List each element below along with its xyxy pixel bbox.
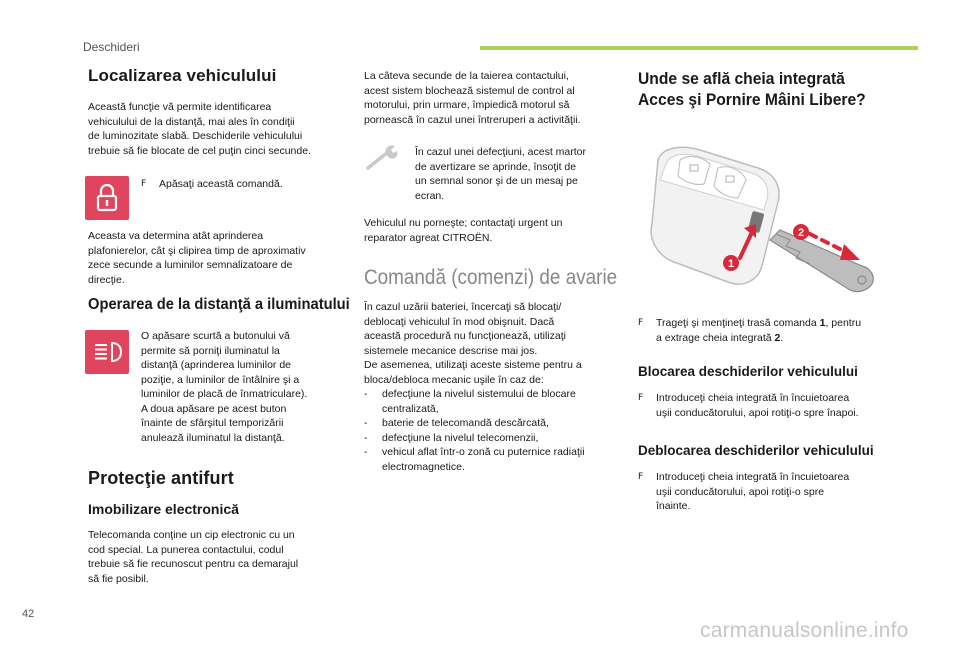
paragraph-aceasta: Aceasta va determina atât aprinderea plafonierelor, cât şi clipirea timp de aproximativ zece secunde a luminilor semnalizatoare de direcţie. bbox=[88, 230, 306, 286]
bullet-trageti: F Trageţi şi menţineţi trasă comanda 1, pentru a extrage cheia integrată 2. bbox=[638, 317, 862, 344]
heading-blocarea: Blocarea deschiderilor vehiculului bbox=[638, 364, 858, 379]
label-2-text: 2 bbox=[797, 227, 805, 239]
bullet-blocarea: F Introduceţi cheia integrată în încuietoarea uşii conducătorului, apoi rotiţi-o spre înapoi. bbox=[638, 392, 859, 419]
paragraph-telecomanda: Telecomanda conţine un cip electronic cu un cod special. La punerea contactului, codul trebuie să fie recunoscut pentru ca demarajul să fie posibil. bbox=[88, 529, 299, 585]
label-1-text: 1 bbox=[727, 258, 735, 270]
section-header: Deschideri bbox=[83, 40, 140, 54]
padlock-icon bbox=[85, 176, 129, 220]
key-fob-illustration bbox=[640, 140, 890, 310]
paragraph-operarea: O apăsare scurtă a butonului vă permite să porniţi iluminatul la distanţă (aprinderea luminilor de poziţie, a luminilor de întâlnire şi a luminilor de placă de înmatriculare). A doua apăsare pe acest buton înainte de sfârşitul temporizării anulează iluminatul la distanţă. bbox=[141, 330, 308, 444]
heading-imobilizare: Imobilizare electronică bbox=[88, 501, 239, 517]
page-number: 42 bbox=[22, 608, 35, 620]
bullet-marker: F bbox=[141, 179, 147, 189]
heading-operarea: Operarea de la distanţă a iluminatului bbox=[88, 296, 350, 313]
bullet-marker: F bbox=[638, 393, 644, 403]
bullet-marker: F bbox=[638, 318, 644, 328]
list-item: - defecţiune la nivelul telecomenzii, bbox=[364, 431, 539, 444]
heading-protectie: Protecţie antifurt bbox=[88, 468, 234, 488]
lighting-button-icon-box bbox=[85, 330, 129, 374]
heading-comanda-avarie: Comandă (comenzi) de avarie bbox=[364, 266, 618, 289]
paragraph-cateva: La câteva secunde de la taierea contactului, acest sistem blochează sistemul de control al motorului, prin urmare, împiedică motorul să pornească în cazul unei întreruperi a activităţii. bbox=[364, 70, 581, 126]
paragraph-localizare: Această funcţie vă permite identificarea vehiculului de la distanţă, mai ales în condiţii de luminozitate slabă. Deschiderile vehiculului trebuie să fie blocate de cel puţin cinci secunde. bbox=[88, 101, 311, 157]
bullet-apasati: F Apăsaţi această comandă. bbox=[141, 178, 283, 190]
lock-button-icon-box bbox=[85, 176, 129, 220]
header-accent-bar bbox=[480, 46, 918, 50]
watermark[interactable]: carmanualsonline.info bbox=[700, 619, 909, 642]
bullet-deblocarea: F Introduceţi cheia integrată în încuietoarea uşii conducătorului, apoi rotiţi-o spre înainte. bbox=[638, 471, 850, 512]
paragraph-vehiculul: Vehiculul nu porneşte; contactaţi urgent un reparator agreat CITROËN. bbox=[364, 217, 563, 244]
paragraph-uzarii: În cazul uzării bateriei, încercaţi să blocaţi/ deblocaţi vehiculul în mod obişnuit. Dacă această procedură nu funcţionează, utilizaţi sistemele mecanice descrise mai jos. De asemenea, utilizaţi aceste sisteme pentru a bloca/debloca mecanic uşile în caz de: bbox=[364, 301, 582, 386]
bullet-marker: F bbox=[638, 472, 644, 482]
list-item: - baterie de telecomandă descărcată, bbox=[364, 417, 549, 429]
list-item: - defecţiune la nivelul sistemului de blocare centralizată, bbox=[364, 388, 576, 415]
paragraph-defectiuni: În cazul unei defecţiuni, acest martor de avertizare se aprinde, însoţit de un semnal sonor şi de un mesaj pe ecran. bbox=[415, 146, 587, 202]
list-item: - vehicul aflat într-o zonă cu puternice radiaţii electromagnetice. bbox=[364, 446, 585, 473]
heading-localizare: Localizarea vehiculului bbox=[88, 66, 277, 85]
wrench-icon bbox=[364, 142, 404, 172]
headlight-icon bbox=[85, 330, 129, 374]
heading-deblocarea: Deblocarea deschiderilor vehiculului bbox=[638, 443, 874, 458]
failure-list bbox=[364, 387, 622, 474]
heading-unde: Unde se află cheia integrată Acces şi Pornire Mâini Libere? bbox=[638, 69, 866, 109]
